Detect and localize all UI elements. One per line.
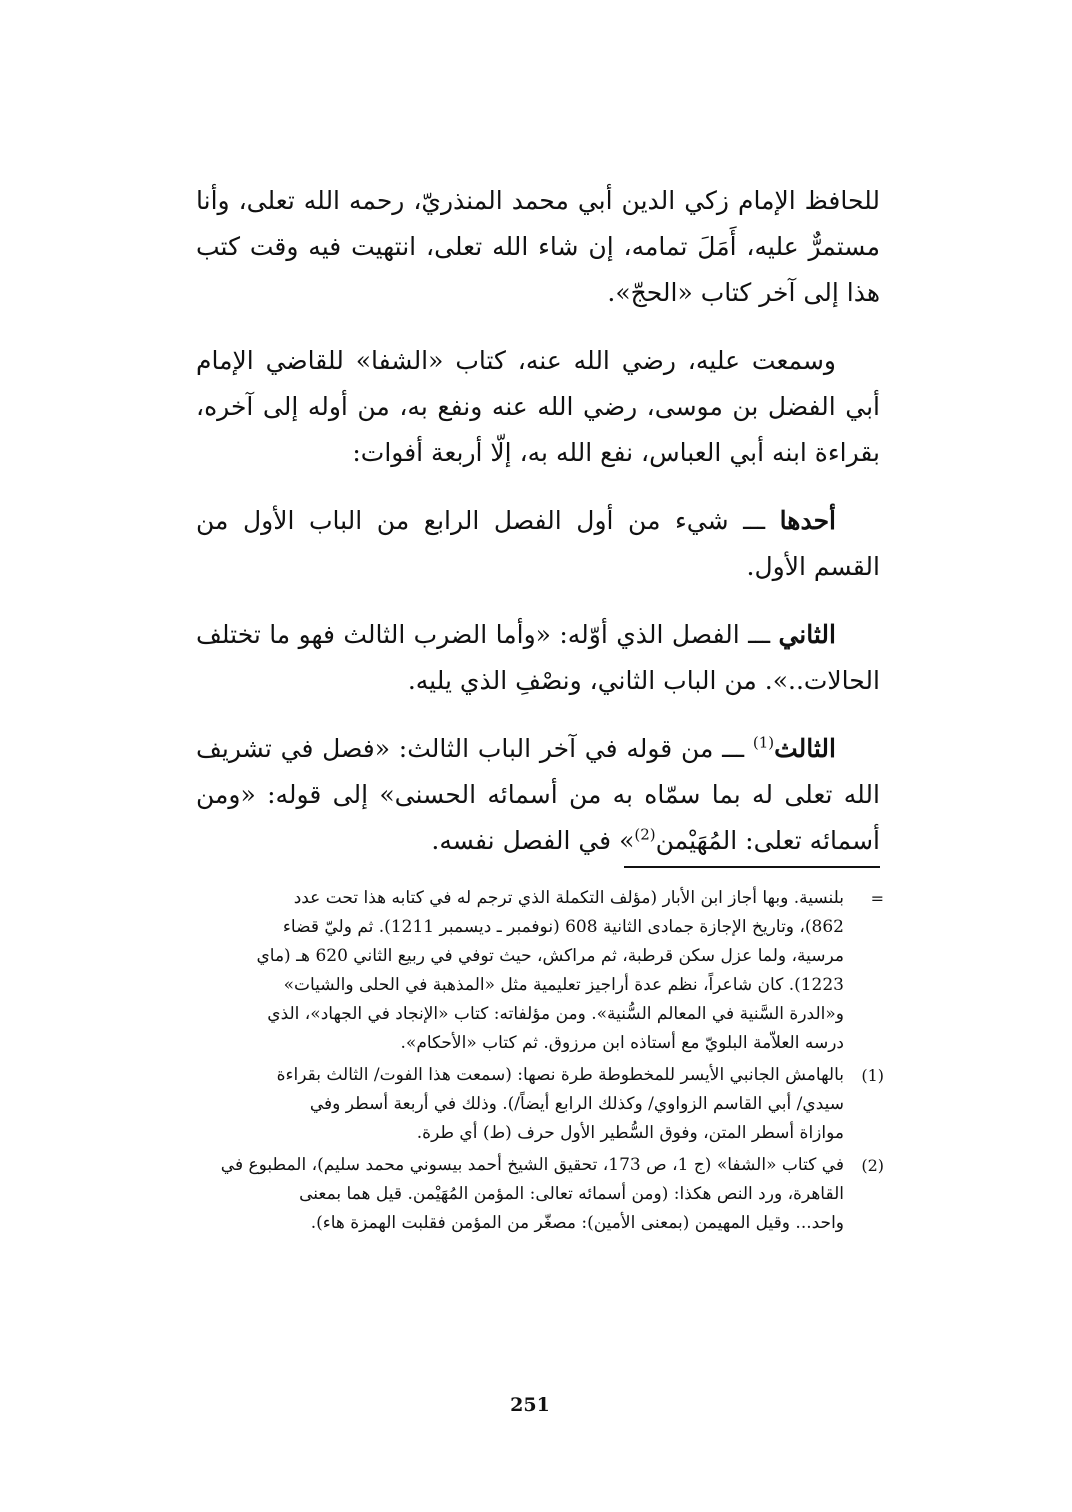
footnote-line: موازاة أسطر المتن، وفوق السُّطير الأول حرف (ط) أي طرة. [416,1123,844,1143]
footnote-ref-2[interactable]: (2) [634,825,656,844]
footnote-line: بالهامش الجانبي الأيسر للمخطوطة طرة نصها: (سمعت هذا الفوت/ الثالث بقراءة [276,1065,844,1085]
paragraph-4-lead: الثاني [778,620,836,649]
footnote-line: سيدي/ أبي القاسم الزواوي/ وكذلك الرابع أيضاً/). وذلك في أربعة أسطر وفي [309,1094,844,1114]
footnote-line: و«الدرة السَّنية في المعالم السُّنية». ومن مؤلفاته: كتاب «الإنجاد في الجهاد»، الذي [267,1004,844,1024]
paragraph-5 [196,726,880,864]
paragraph-2-text: وسمعت عليه، رضي الله عنه، كتاب «الشفا» للقاضي الإمام أبي الفضل بن موسى، رضي الله عنه ونفع به، من أوله إلى آخره، بقراءة ابنه أبي العباس، نفع الله به، إلّا أربعة أفوات: [196,346,880,467]
footnote-separator [624,866,880,868]
paragraph-4 [196,612,880,704]
footnote-line: واحد... وقيل المهيمن (بمعنى الأمين): مصغّر من المؤمن فقلبت الهمزة هاء). [310,1213,844,1233]
footnote-continued-marker: = [870,889,884,908]
paragraph-1 [196,178,880,316]
footnotes [196,884,884,1241]
footnote-line: 862)، وتاريخ الإجازة جمادى الثانية 608 (نوفمبر ـ ديسمبر 1211). ثم وليّ قضاء [282,917,844,937]
footnote-line: درسه العلاّمة البلويّ مع أستاذه ابن مرزوق. ثم كتاب «الأحكام». [400,1033,844,1053]
paragraph-5-text-2: » في الفصل نفسه. [431,826,635,855]
page-number: 251 [510,1394,550,1416]
footnote-1 [196,1061,884,1148]
footnote-1-body [196,1061,844,1148]
footnote-ref-1[interactable]: (1) [752,733,775,752]
paragraph-4-text: ـــ الفصل الذي أوّله: «وأما الضرب الثالث فهو ما تختلف الحالات..». من الباب الثاني، ونصْفِ الذي يليه. [196,620,880,695]
footnote-line: في كتاب «الشفا» (ج 1، ص 173، تحقيق الشيخ أحمد بيسوني محمد سليم)، المطبوع في [220,1155,844,1175]
footnote-2-marker: (2) [861,1156,884,1175]
main-text [196,178,880,864]
footnote-line: بلنسية. وبها أجاز ابن الأبار (مؤلف التكملة الذي ترجم له في كتابه هذا تحت عدد [293,888,844,908]
footnote-line: مرسية، ولما عزل سكن قرطبة، ثم مراكش، حيث توفي في ربيع الثاني 620 هـ (ماي [256,946,844,966]
paragraph-5-lead: الثالث [774,734,836,763]
footnote-2 [196,1151,884,1238]
paragraph-3-lead: أحدها [779,506,836,535]
footnote-1-marker: (1) [861,1066,884,1085]
paragraph-1-text: للحافظ الإمام زكي الدين أبي محمد المنذريّ، رحمه الله تعلى، وأنا مستمرٌّ عليه، أَمَلَ تمامه، إن شاء الله تعلى، انتهيت فيه وقت كتب هذا إلى آخر كتاب «الحجّ». [196,186,880,307]
footnote-line: 1223). كان شاعراً، نظم عدة أراجيز تعليمية مثل «المذهبة في الحلى والشيات» [283,975,844,995]
paragraph-5-text-1: ـــ من قوله في آخر الباب الثالث: «فصل في تشريف الله تعلى له بما سمّاه به من أسمائه الحسنى» إلى قوله: «ومن أسمائه تعلى: المُهَيْمن [196,734,880,855]
paragraph-2 [196,338,880,476]
footnote-continued [196,884,884,1058]
paragraph-3-text: ـــ شيء من أول الفصل الرابع من الباب الأول من القسم الأول. [196,506,880,581]
paragraph-3 [196,498,880,590]
footnote-continued-body [196,884,844,1058]
footnote-line: القاهرة، ورد النص هكذا: (ومن أسمائه تعالى: المؤمن المُهَيْمن. قيل هما بمعنى [299,1184,844,1204]
footnote-2-body [196,1151,844,1238]
